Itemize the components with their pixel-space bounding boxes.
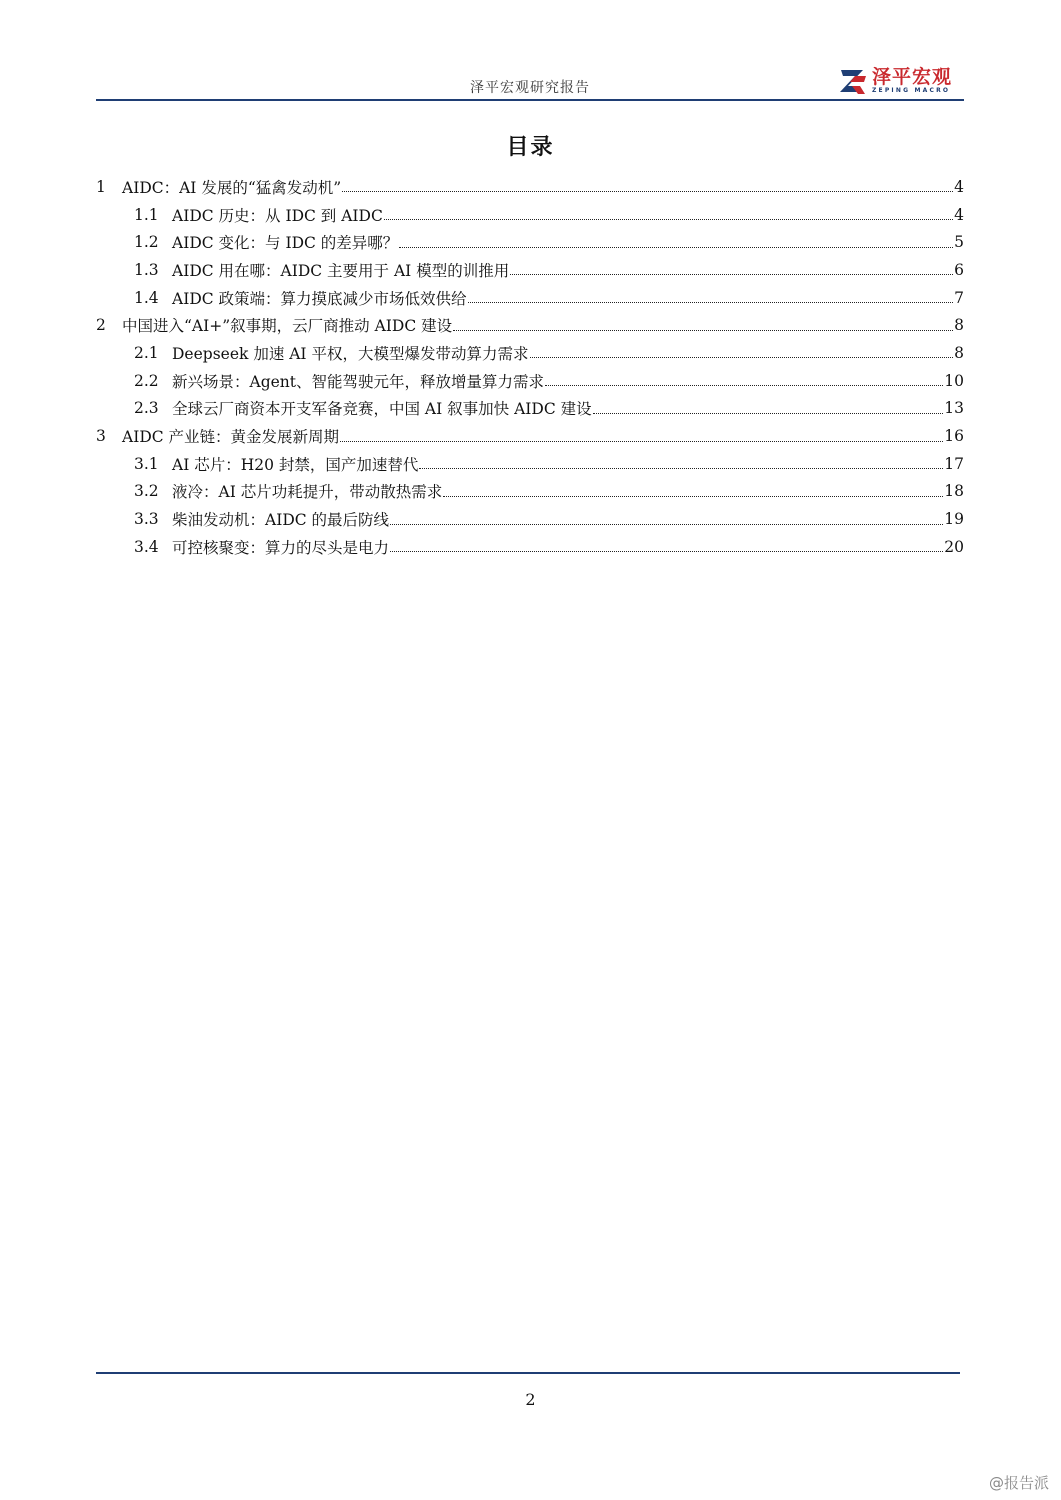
logo-english-name: ZEPING MACRO [871, 87, 951, 94]
footer-rule [96, 1372, 960, 1374]
toc-entry-title: 可控核聚变：算力的尽头是电力 [172, 538, 390, 557]
toc-entry-title: AIDC：AI 发展的“猛禽发动机” [122, 178, 342, 197]
toc-entry-page: 19 [944, 510, 964, 529]
toc-dot-leader [443, 496, 943, 497]
header-rule [96, 99, 964, 101]
toc-entry-title: 全球云厂商资本开支军备竞赛，中国 AI 叙事加快 AIDC 建设 [172, 400, 592, 419]
toc-dot-leader [384, 219, 953, 220]
toc-entry-number: 3.1 [134, 454, 159, 473]
toc-entry-title: 液冷：AI 芯片功耗提升，带动散热需求 [172, 483, 443, 502]
toc-dot-leader [340, 441, 943, 442]
table-of-contents [96, 173, 964, 561]
toc-entry-title: 中国进入“AI+”叙事期，云厂商推动 AIDC 建设 [122, 317, 453, 336]
toc-entry-title: AI 芯片：H20 封禁，国产加速替代 [172, 455, 419, 474]
toc-entry-page: 4 [954, 205, 964, 224]
toc-entry[interactable] [96, 284, 964, 312]
toc-entry[interactable] [96, 395, 964, 423]
toc-dot-leader [390, 551, 943, 552]
toc-entry[interactable] [96, 311, 964, 339]
toc-entry-page: 4 [954, 177, 964, 196]
toc-entry-page: 5 [954, 233, 964, 252]
toc-entry-title: AIDC 用在哪：AIDC 主要用于 AI 模型的训推用 [172, 261, 510, 280]
toc-entry[interactable] [96, 173, 964, 201]
toc-dot-leader [510, 274, 953, 275]
toc-dot-leader [453, 330, 953, 331]
toc-entry[interactable] [96, 256, 964, 284]
toc-entry-number: 2.2 [134, 371, 159, 390]
watermark: @报告派 [988, 1474, 1049, 1492]
toc-entry-number: 3 [96, 427, 106, 446]
toc-entry[interactable] [96, 339, 964, 367]
toc-dot-leader [399, 247, 953, 248]
toc-entry-page: 7 [954, 288, 964, 307]
toc-entry[interactable] [96, 422, 964, 450]
toc-entry-number: 1.1 [134, 205, 159, 224]
toc-entry[interactable] [96, 505, 964, 533]
toc-entry-number: 1.3 [134, 260, 159, 279]
toc-entry-title: 新兴场景：Agent、智能驾驶元年，释放增量算力需求 [172, 372, 545, 391]
toc-entry-number: 3.2 [134, 482, 159, 501]
toc-entry-title: 柴油发动机：AIDC 的最后防线 [172, 511, 390, 530]
toc-dot-leader [419, 468, 943, 469]
zeping-logo-icon [838, 66, 868, 96]
toc-entry-page: 18 [944, 482, 964, 501]
toc-dot-leader [545, 385, 943, 386]
toc-entry-number: 2.1 [134, 343, 159, 362]
toc-entry-page: 6 [954, 260, 964, 279]
brand-logo [838, 66, 952, 96]
toc-entry[interactable] [96, 228, 964, 256]
toc-entry[interactable] [96, 533, 964, 561]
toc-entry-page: 17 [944, 454, 964, 473]
toc-entry-number: 2 [96, 316, 106, 335]
toc-dot-leader [530, 357, 954, 358]
toc-entry-title: Deepseek 加速 AI 平权，大模型爆发带动算力需求 [172, 344, 529, 363]
toc-dot-leader [593, 413, 944, 414]
toc-entry[interactable] [96, 367, 964, 395]
page-header [96, 60, 964, 102]
page-number: 2 [525, 1390, 536, 1409]
toc-dot-leader [342, 191, 953, 192]
toc-entry[interactable] [96, 201, 964, 229]
toc-dot-leader [468, 302, 954, 303]
toc-entry-number: 3.4 [134, 537, 159, 556]
header-title: 泽平宏观研究报告 [470, 80, 590, 96]
toc-entry-title: AIDC 变化：与 IDC 的差异哪？ [172, 234, 399, 253]
toc-entry-page: 10 [944, 371, 964, 390]
toc-entry-page: 8 [954, 316, 964, 335]
toc-dot-leader [390, 524, 943, 525]
toc-entry-title: AIDC 政策端：算力摸底减少市场低效供给 [172, 289, 467, 308]
toc-entry-number: 1.4 [134, 288, 159, 307]
logo-chinese-name: 泽平宏观 [871, 66, 952, 88]
toc-entry-number: 1 [96, 177, 106, 196]
toc-entry-page: 8 [954, 343, 964, 362]
toc-entry-page: 20 [944, 537, 964, 556]
toc-entry-number: 1.2 [134, 233, 159, 252]
toc-entry-title: AIDC 历史：从 IDC 到 AIDC [172, 206, 383, 225]
toc-entry-page: 13 [944, 399, 964, 418]
toc-title: 目录 [506, 135, 555, 160]
toc-entry-title: AIDC 产业链：黄金发展新周期 [122, 428, 340, 447]
toc-entry[interactable] [96, 478, 964, 506]
toc-entry-number: 2.3 [134, 399, 159, 418]
toc-entry[interactable] [96, 450, 964, 478]
toc-entry-page: 16 [944, 427, 964, 446]
toc-entry-number: 3.3 [134, 510, 159, 529]
